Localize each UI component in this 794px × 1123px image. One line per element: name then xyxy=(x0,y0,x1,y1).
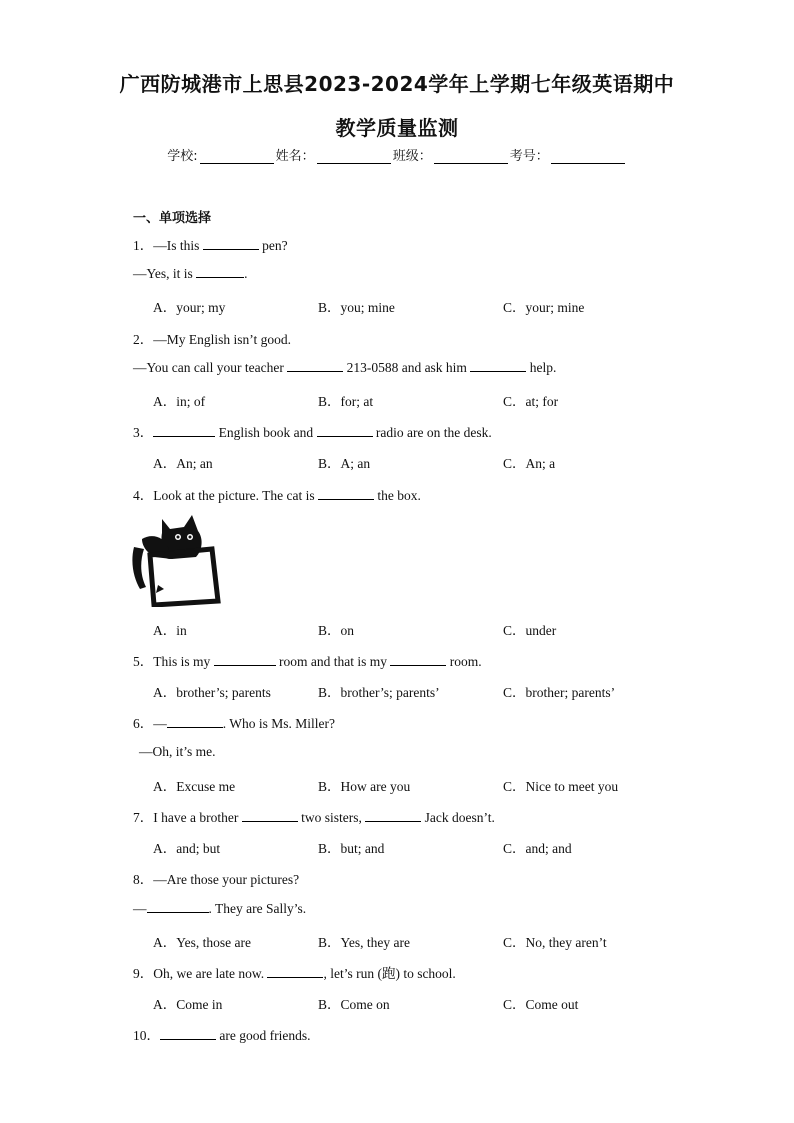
question-text: . They are Sally’s. xyxy=(208,901,307,916)
question-text: 3． xyxy=(133,425,154,440)
question-6-line xyxy=(133,712,335,732)
question-2-option-b[interactable]: B．for; at xyxy=(318,394,374,409)
class-label: 班级： xyxy=(392,149,432,164)
question-text: 7．I have a brother xyxy=(133,810,242,825)
question-3-option-b[interactable]: B．A; an xyxy=(318,456,371,471)
question-2-option-c[interactable]: C．at; for xyxy=(503,394,559,409)
question-3-option-c[interactable]: C．An; a xyxy=(503,456,556,471)
answer-blank[interactable] xyxy=(203,237,259,250)
question-text: two sisters, xyxy=(297,810,366,825)
cat-on-box-illustration xyxy=(132,513,226,607)
question-text: 4．Look at the picture. The cat is xyxy=(133,488,318,503)
question-5-option-c[interactable]: C．brother; parents’ xyxy=(503,685,616,700)
answer-blank[interactable] xyxy=(317,424,373,437)
question-6-option-c[interactable]: C．Nice to meet you xyxy=(503,779,619,794)
answer-blank[interactable] xyxy=(147,900,209,913)
question-8-line xyxy=(133,900,306,917)
question-2-line xyxy=(133,328,291,348)
question-1-option-c[interactable]: C．your; mine xyxy=(503,300,585,315)
question-4-option-c[interactable]: C．under xyxy=(503,623,557,638)
answer-blank[interactable] xyxy=(160,1027,216,1040)
answer-blank[interactable] xyxy=(196,265,244,278)
answer-blank[interactable] xyxy=(267,965,323,978)
question-8-option-b[interactable]: B．Yes, they are xyxy=(318,935,410,950)
question-3-option-a[interactable]: A．An; an xyxy=(153,456,213,471)
question-text: 213-0588 and ask him xyxy=(343,360,471,375)
page-title-line2: 教学质量监测 xyxy=(335,116,459,140)
question-1-option-a[interactable]: A．your; my xyxy=(153,300,226,315)
question-text: room and that is my xyxy=(275,654,391,669)
question-5-option-b[interactable]: B．brother’s; parents’ xyxy=(318,685,440,700)
question-text: —You can call your teacher xyxy=(133,360,288,375)
question-5-line xyxy=(133,650,482,670)
school-label: 学校: xyxy=(167,149,198,164)
school-blank[interactable] xyxy=(200,151,274,164)
question-text: room. xyxy=(446,654,482,669)
question-text: 6．— xyxy=(133,716,167,731)
question-4-option-a[interactable]: A．in xyxy=(153,623,187,638)
question-5-option-a[interactable]: A．brother’s; parents xyxy=(153,685,271,700)
exam-no-label: 考号： xyxy=(509,149,549,164)
question-text: — xyxy=(133,901,147,916)
exam-no-blank[interactable] xyxy=(551,151,625,164)
question-8-option-a[interactable]: A．Yes, those are xyxy=(153,935,251,950)
page-title-line1: 广西防城港市上思县2023-2024学年上学期七年级英语期中 xyxy=(119,72,675,96)
question-3-line xyxy=(133,421,492,441)
question-7-line xyxy=(133,806,495,826)
question-8-option-c[interactable]: C．No, they aren’t xyxy=(503,935,607,950)
answer-blank[interactable] xyxy=(153,424,215,437)
question-4-option-b[interactable]: B．on xyxy=(318,623,355,638)
question-10-line xyxy=(133,1024,310,1044)
answer-blank[interactable] xyxy=(167,715,223,728)
question-text: English book and xyxy=(215,425,317,440)
question-text: 1．—Is this xyxy=(133,238,203,253)
question-text: help. xyxy=(526,360,557,375)
question-text: —Yes, it is xyxy=(133,266,197,281)
question-text: Jack doesn’t. xyxy=(421,810,495,825)
question-text: , let’s run (跑) to school. xyxy=(323,966,456,981)
question-text: pen? xyxy=(258,238,288,253)
question-text: are good friends. xyxy=(216,1028,311,1043)
answer-blank[interactable] xyxy=(365,809,421,822)
question-text: 10． xyxy=(133,1028,160,1043)
question-7-option-c[interactable]: C．and; and xyxy=(503,841,572,856)
question-7-option-a[interactable]: A．and; but xyxy=(153,841,221,856)
question-2-option-a[interactable]: A．in; of xyxy=(153,394,206,409)
answer-blank[interactable] xyxy=(390,653,446,666)
question-9-option-c[interactable]: C．Come out xyxy=(503,997,579,1012)
question-text: . Who is Ms. Miller? xyxy=(222,716,335,731)
question-text: 2．—My English isn’t good. xyxy=(133,332,292,347)
answer-blank[interactable] xyxy=(318,487,374,500)
question-6-option-b[interactable]: B．How are you xyxy=(318,779,411,794)
question-text: 8．—Are those your pictures? xyxy=(133,872,300,887)
question-4-line xyxy=(133,484,421,504)
question-7-option-b[interactable]: B．but; and xyxy=(318,841,385,856)
question-text: radio are on the desk. xyxy=(372,425,492,440)
question-6-option-a[interactable]: A．Excuse me xyxy=(153,779,236,794)
class-blank[interactable] xyxy=(434,151,508,164)
question-text: 5．This is my xyxy=(133,654,214,669)
question-8-line xyxy=(133,868,299,888)
question-text: 9．Oh, we are late now. xyxy=(133,966,268,981)
question-text: —Oh, it’s me. xyxy=(139,744,216,759)
question-1-line xyxy=(133,265,248,282)
section-heading: 一、单项选择 xyxy=(133,211,212,226)
question-1-line xyxy=(133,234,288,254)
name-blank[interactable] xyxy=(317,151,391,164)
answer-blank[interactable] xyxy=(470,359,526,372)
student-info-row xyxy=(0,145,794,164)
question-9-option-b[interactable]: B．Come on xyxy=(318,997,390,1012)
question-text: . xyxy=(244,266,248,281)
answer-blank[interactable] xyxy=(242,809,298,822)
name-label: 姓名： xyxy=(275,149,315,164)
question-9-option-a[interactable]: A．Come in xyxy=(153,997,223,1012)
question-text: the box. xyxy=(373,488,421,503)
answer-blank[interactable] xyxy=(214,653,276,666)
question-1-option-b[interactable]: B．you; mine xyxy=(318,300,395,315)
question-6-line xyxy=(139,744,216,760)
question-2-line xyxy=(133,359,556,376)
question-9-line xyxy=(133,962,456,982)
answer-blank[interactable] xyxy=(287,359,343,372)
